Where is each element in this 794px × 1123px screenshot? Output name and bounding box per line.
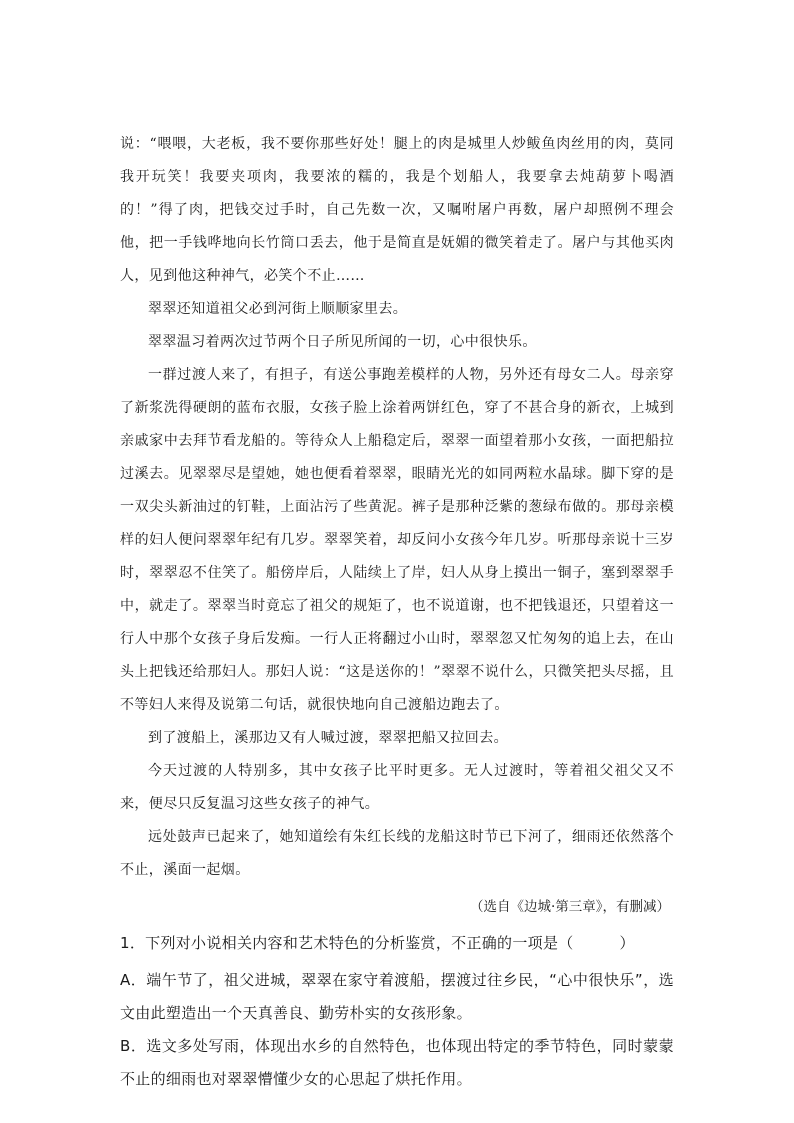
passage	[120, 128, 674, 927]
passage-source: （选自《边城·第三章》，有删减）	[469, 899, 670, 915]
option-b: B．选文多处写雨，体现出水乡的自然特色，也体现出特定的季节特色，同时蒙蒙不止的细雨也对翠翠懵懂少女的心思起了烘托作用。	[120, 1037, 674, 1088]
passage-paragraph-1: 说：“喂喂，大老板，我不要你那些好处！腿上的肉是城里人炒鲅鱼肉丝用的肉，莫同我开玩笑！我要夹项肉，我要浓的糯的，我是个划船人，我要拿去炖葫萝卜喝酒的！”得了肉，把钱交过手时，自己先数一次，又嘱咐屠户再数，屠户却照例不理会他，把一手钱哗地向长竹筒口丢去，他于是简直是妩媚的微笑着走了。屠户与其他买肉人，见到他这种神气，必笑个不止……	[120, 136, 674, 284]
passage-paragraph-7: 远处鼓声已起来了，她知道绘有朱红长线的龙船这时节已下河了，细雨还依然落个不止，溪面一起烟。	[120, 829, 674, 878]
passage-paragraph-4: 一群过渡人来了，有担子，有送公事跑差模样的人物，另外还有母女二人。母亲穿了新浆洗得硬朗的蓝布衣服，女孩子脸上涂着两饼红色，穿了不甚合身的新衣，上城到亲戚家中去拜节看龙船的。等待众人上船稳定后，翠翠一面望着那小女孩，一面把船拉过溪去。见翠翠尽是望她，她也便看着翠翠，眼睛光光的如同两粒水晶球。脚下穿的是一双尖头新油过的钉鞋，上面沾污了些黄泥。裤子是那种泛紫的葱绿布做的。那母亲模样的妇人便问翠翠年纪有几岁。翠翠笑着，却反问小女孩今年几岁。听那母亲说十三岁时，翠翠忍不住笑了。船傍岸后，人陆续上了岸，妇人从身上摸出一铜子，塞到翠翠手中，就走了。翠翠当时竟忘了祖父的规矩了，也不说道谢，也不把钱退还，只望着这一行人中那个女孩子身后发痴。一行人正将翻过小山时，翠翠忽又忙匆匆的追上去，在山头上把钱还给那妇人。那妇人说：“这是送你的！”翠翠不说什么，只微笑把头尽摇，且不等妇人来得及说第二句话，就很快地向自己渡船边跑去了。	[120, 367, 674, 713]
passage-paragraph-5: 到了渡船上，溪那边又有人喊过渡，翠翠把船又拉回去。	[148, 730, 508, 746]
passage-paragraph-2: 翠翠还知道祖父必到河街上顺顺家里去。	[148, 301, 408, 317]
passage-paragraph-6: 今天过渡的人特别多，其中女孩子比平时更多。无人过渡时，等着祖父祖父又不来，便尽只反复温习这些女孩子的神气。	[120, 763, 674, 812]
question-block	[120, 927, 674, 1096]
option-a: A．端午节了，祖父进城，翠翠在家守着渡船，摆渡过往乡民，“心中很快乐”，选文由此塑造出一个天真善良、勤劳朴实的女孩形象。	[120, 971, 674, 1022]
passage-paragraph-3: 翠翠温习着两次过节两个日子所见所闻的一切，心中很快乐。	[148, 334, 537, 350]
question-stem: 1．下列对小说相关内容和艺术特色的分析鉴赏，不正确的一项是（ ）	[120, 934, 635, 952]
